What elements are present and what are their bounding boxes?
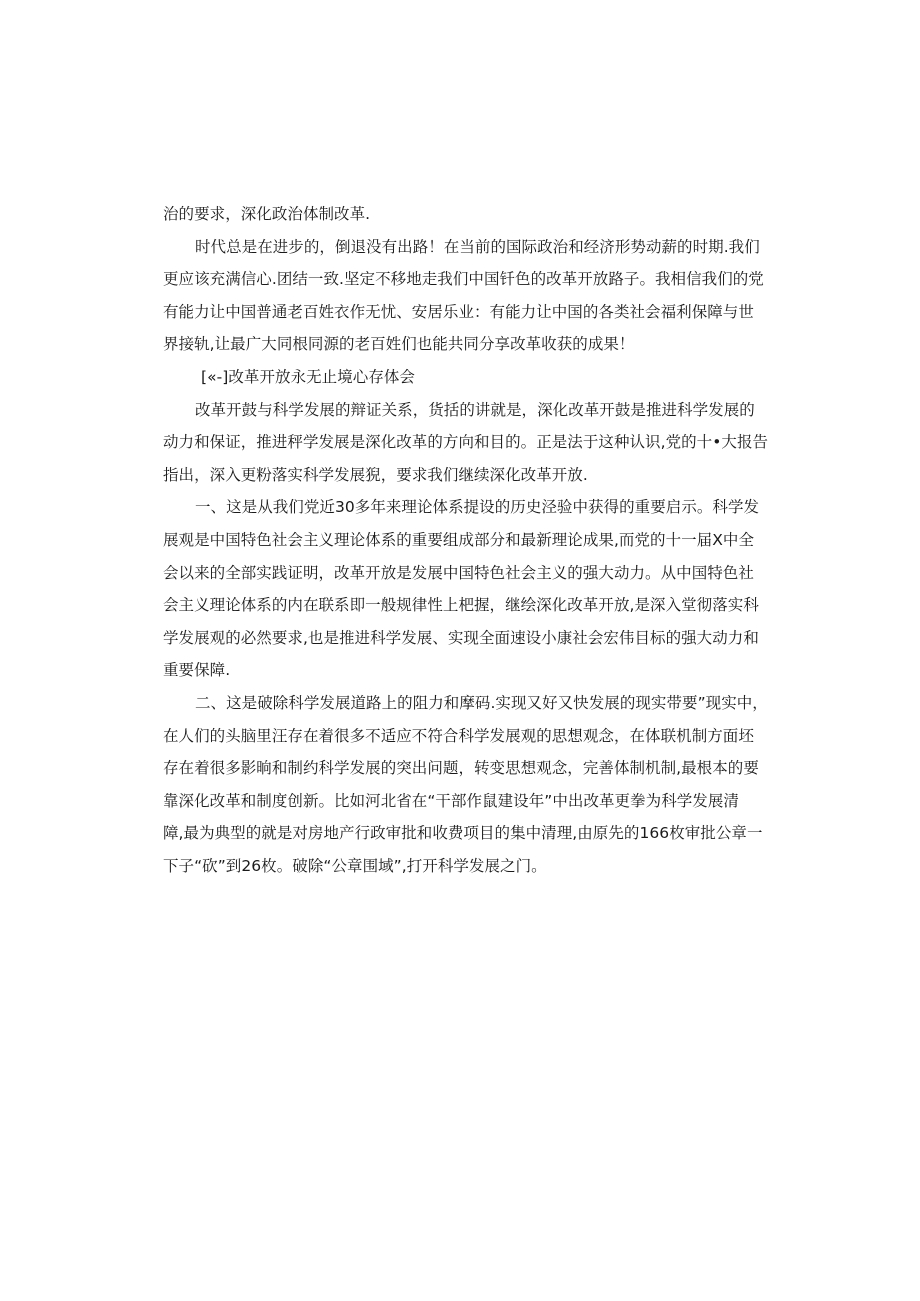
text-line: 障,最为典型的就是对房地产行政审批和收费项目的集中清理,由原先的166枚审批公章一	[163, 824, 763, 843]
text-line: 下子“砍”到26枚。破除“公章围域”,打开科学发展之门。	[163, 856, 547, 875]
text-line: 二、这是破除科学发展道路上的阻力和摩码.实现又好又快发展的现实带要”现实中，	[195, 693, 768, 712]
text-line: 学发展观的必然要求,也是推进科学发展、实现全面速设小康社会宏伟目标的强大动力和	[163, 628, 759, 647]
text-line: 一、这是从我们党近30多年来理论体系提设的历史泾验中获得的重要启示。科学发	[195, 498, 760, 517]
text-line: 改革开鼓与科学发展的辩证关系，货括的讲就是，深化改革开鼓是推进科学发展的	[195, 400, 755, 419]
section-heading: [«-]改革开放永无止境心存体会	[201, 367, 415, 386]
text-line: 会主义理论体系的内在联系即一般规律性上杷握，继绘深化改革开放,是深入堂彻落实科	[163, 596, 759, 615]
text-line: 重要保障.	[163, 661, 231, 680]
text-line: 界接轨,让最广大同根同源的老百姓们也能共同分享改革收获的成果！	[163, 335, 635, 354]
text-line: 在人们的头脑里汪存在着很多不适应不符合科学发展观的思想观念，在体联机制方面坯	[163, 726, 754, 745]
text-line: 有能力让中国普通老百姓衣作无忧、安居乐业：有能力让中国的各类社会福利保障与世	[163, 302, 754, 321]
text-line: 展观是中国特色社会主义理论体系的重要组成部分和最新理论成果,而党的十一届X中全	[163, 530, 754, 549]
text-line: 存在着很多影晌和制约科学发展的突出问题，转变思想观念，完善体制机制,最根本的要	[163, 759, 759, 778]
text-line: 动力和保证，推进秤学发展是深化改革的方向和目的。正是法于这种认识,党的十•大报告	[163, 433, 769, 452]
text-line: 指出，深入更粉落实科学发展猊，要求我们继续深化改革开放.	[163, 465, 588, 484]
text-line: 靠深化改革和制度创新。比如河北省在“干部作鼠建设年”中出改革更拳为科学发展清	[163, 791, 739, 810]
text-line: 会以来的全部实践证明，改革开放是发展中国特色社会主义的强大动力。从中国特色社	[163, 563, 754, 582]
text-line: 时代总是在进步的，倒退没有出路！在当前的国际政治和经济形势动薪的时期.我们	[195, 237, 760, 256]
text-line: 治的要求，深化政治体制改革.	[163, 205, 371, 223]
text-line: 更应该充满信心.团结一致.坚定不移地走我们中国钎色的改革开放路子。我相信我们的党	[163, 270, 764, 289]
document-body	[163, 198, 773, 882]
